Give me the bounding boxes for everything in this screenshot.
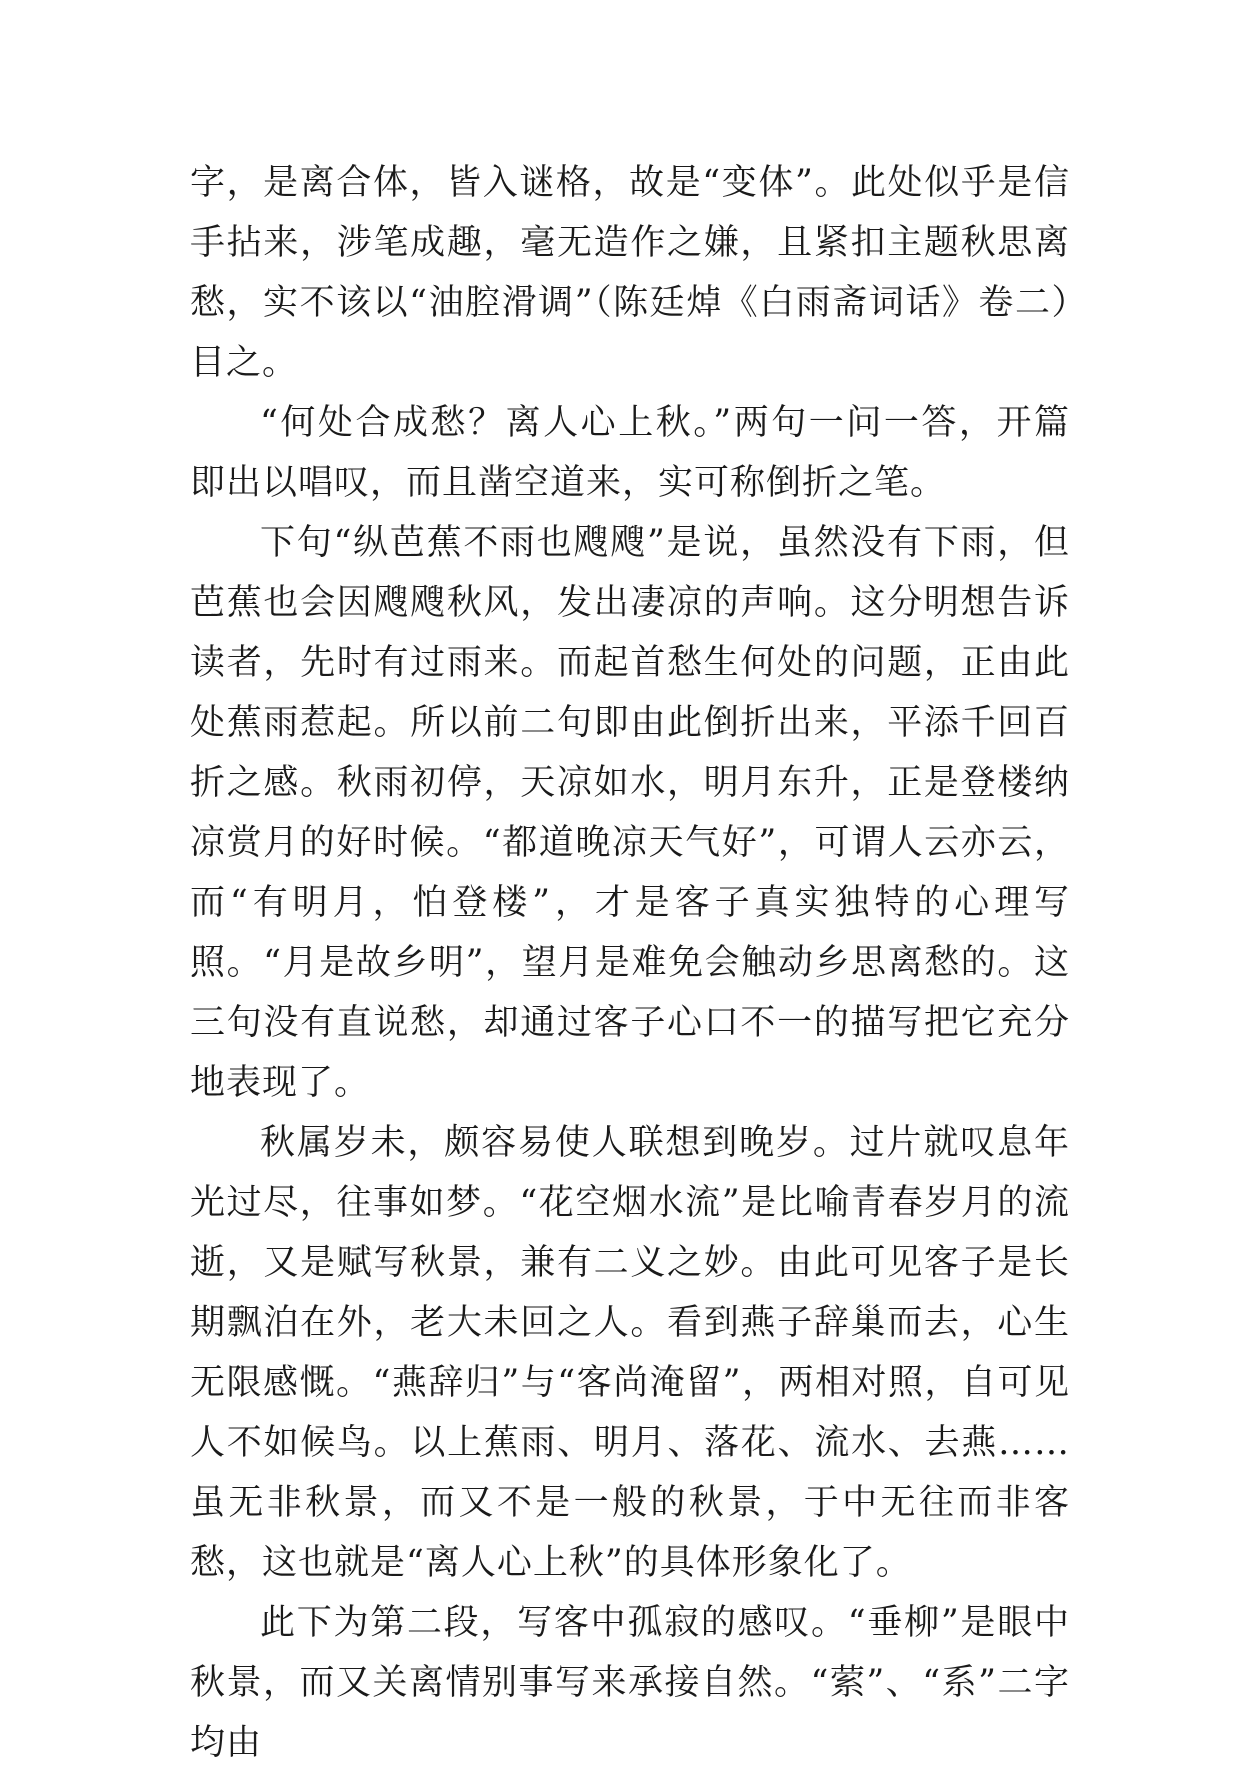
paragraph-4: 秋属岁未，颇容易使人联想到晚岁。过片就叹息年光过尽，往事如梦。“花空烟水流”是比喻青春岁月的流逝，又是赋写秋景，兼有二义之妙。由此可见客子是长期飘泊在外，老大未回之人。看到燕子辞巢而去，心生无限感慨。“燕辞归”与“客尚淹留”，两相对照，自可见人不如候鸟。以上蕉雨、明月、落花、流水、去燕……虽无非秋景，而又不是一般的秋景，于中无往而非客愁，这也就是“离人心上秋”的具体形象化了。 bbox=[190, 1123, 1070, 1583]
paragraph-5: 此下为第二段，写客中孤寂的感叹。“垂柳”是眼中秋景，而又关离情别事写来承接自然。“萦”、“系”二字均由 bbox=[190, 1603, 1070, 1763]
paragraph-2: “何处合成愁？离人心上秋。”两句一问一答，开篇即出以唱叹，而且凿空道来，实可称倒折之笔。 bbox=[190, 403, 1070, 503]
body-text bbox=[190, 153, 1070, 1773]
paragraph-1: 字，是离合体，皆入谜格，故是“变体”。此处似乎是信手拈来，涉笔成趣，毫无造作之嫌，且紧扣主题秋思离愁，实不该以“油腔滑调”（陈廷焯《白雨斋词话》卷二）目之。 bbox=[190, 163, 1070, 383]
paragraph-3: 下句“纵芭蕉不雨也飕飕”是说，虽然没有下雨，但芭蕉也会因飕飕秋风，发出凄凉的声响。这分明想告诉读者，先时有过雨来。而起首愁生何处的问题，正由此处蕉雨惹起。所以前二句即由此倒折出来，平添千回百折之感。秋雨初停，天凉如水，明月东升，正是登楼纳凉赏月的好时候。“都道晚凉天气好”，可谓人云亦云，而“有明月，怕登楼”，才是客子真实独特的心理写照。“月是故乡明”，望月是难免会触动乡思离愁的。这三句没有直说愁，却通过客子心口不一的描写把它充分地表现了。 bbox=[190, 523, 1070, 1103]
